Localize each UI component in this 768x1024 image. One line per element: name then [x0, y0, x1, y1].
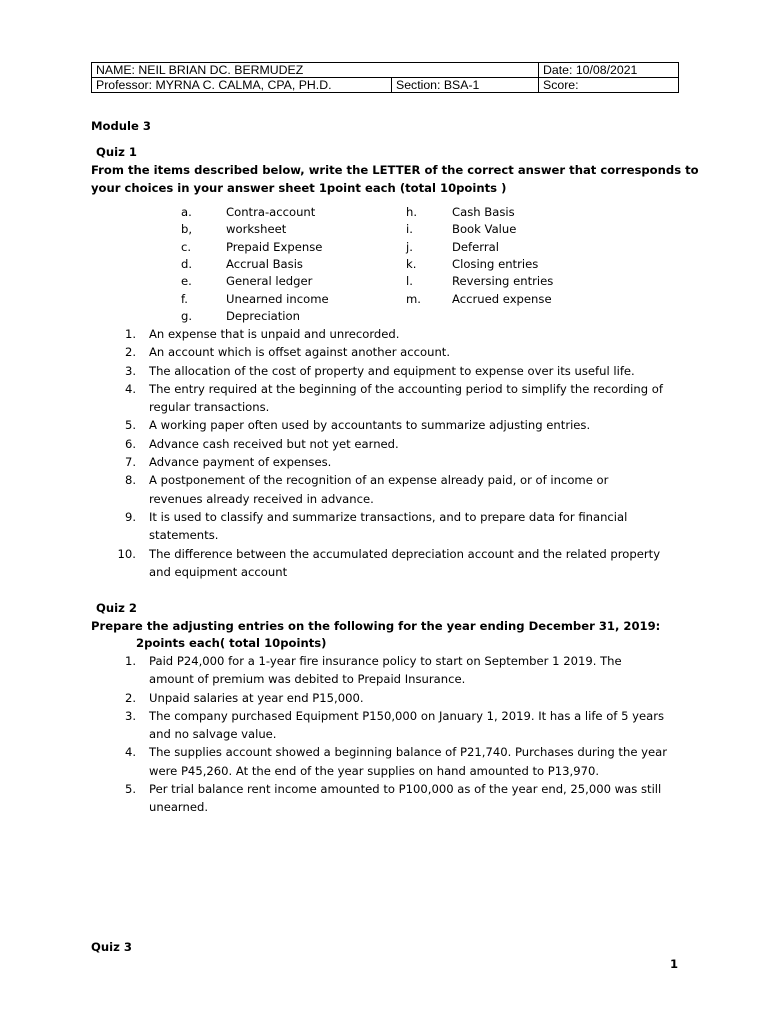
item-text: The difference between the accumulated depreciation account and the related property	[149, 546, 661, 561]
item-text: The entry required at the beginning of the accounting period to simplify the recording of	[149, 381, 663, 396]
item-number: 8.	[124, 473, 136, 488]
choice-text: Unearned income	[226, 291, 329, 306]
item-text: revenues already received in advance.	[149, 491, 374, 506]
quiz2-points: 2points each( total 10points)	[136, 636, 327, 650]
list-item	[104, 453, 663, 471]
item-text: Per trial balance rent income amounted to P100,000 as of the year end, 25,000 was still	[149, 782, 662, 797]
list-item	[104, 545, 663, 582]
choice-letter: e.	[181, 274, 192, 289]
item-text: statements.	[149, 528, 219, 543]
choice-letter: g.	[181, 308, 193, 323]
item-number: 6.	[124, 436, 136, 451]
choice-text: Contra-account	[226, 205, 316, 219]
page-number: 1	[670, 957, 679, 971]
choice-letter: j.	[406, 239, 413, 254]
list-item	[104, 780, 667, 817]
header-table	[91, 62, 679, 93]
choice-letter: f.	[181, 291, 188, 306]
list-item	[104, 380, 663, 417]
item-number: 2.	[124, 690, 136, 705]
list-item	[104, 362, 663, 380]
item-text: It is used to classify and summarize transactions, and to prepare data for financial	[149, 509, 628, 524]
choice-letter: m.	[406, 291, 421, 306]
item-number: 5.	[124, 418, 136, 433]
list-item	[104, 325, 663, 343]
quiz1-questions	[104, 325, 663, 581]
item-number: 3.	[124, 363, 136, 378]
list-item	[104, 416, 663, 434]
section-field: Section: BSA-1	[392, 78, 539, 93]
item-text: Paid P24,000 for a 1-year fire insurance policy to start on September 1 2019. The	[149, 654, 622, 668]
item-number: 5.	[124, 782, 136, 797]
choice-text: worksheet	[226, 222, 287, 237]
choice-text: Prepaid Expense	[226, 239, 323, 254]
item-text: unearned.	[149, 800, 209, 815]
module-title: Module 3	[91, 119, 151, 133]
choice-text: Closing entries	[452, 256, 539, 271]
date-field: Date: 10/08/2021	[539, 63, 679, 78]
choice-text: Deferral	[452, 239, 499, 254]
item-text: The allocation of the cost of property and equipment to expense over its useful life.	[149, 363, 635, 378]
list-item	[104, 652, 667, 689]
item-number: 7.	[124, 455, 136, 470]
quiz2-title: Quiz 2	[96, 601, 137, 615]
choice-letter: k.	[406, 256, 417, 271]
choice-text: Book Value	[452, 222, 517, 237]
item-text: were P45,260. At the end of the year supplies on hand amounted to P13,970.	[149, 763, 600, 778]
quiz1-instruction-line-2: your choices in your answer sheet 1point each (total 10points )	[91, 181, 507, 195]
list-item	[104, 743, 667, 780]
item-text: An account which is offset against another account.	[149, 345, 451, 360]
item-number: 1.	[124, 654, 136, 668]
choice-letter: i.	[406, 222, 413, 237]
professor-field: Professor: MYRNA C. CALMA, CPA, PH.D.	[92, 78, 392, 93]
list-item	[104, 343, 663, 361]
choice-text: Depreciation	[226, 308, 300, 323]
item-text: An expense that is unpaid and unrecorded.	[149, 327, 400, 341]
item-text: and no salvage value.	[149, 727, 277, 742]
choice-text: Accrual Basis	[226, 256, 303, 271]
list-item	[104, 707, 667, 744]
item-text: The supplies account showed a beginning balance of P21,740. Purchases during the year	[149, 745, 667, 760]
quiz1-title: Quiz 1	[96, 145, 137, 159]
choice-letter: b,	[181, 222, 193, 237]
choice-letter: l.	[406, 274, 413, 289]
choice-text: Cash Basis	[452, 205, 515, 219]
item-number: 4.	[124, 745, 136, 760]
list-item	[104, 435, 663, 453]
list-item	[104, 508, 663, 545]
list-item	[104, 689, 667, 707]
item-text: Unpaid salaries at year end P15,000.	[149, 690, 364, 705]
item-text: Advance cash received but not yet earned.	[149, 436, 399, 451]
item-text: and equipment account	[149, 564, 288, 579]
quiz3-title: Quiz 3	[91, 940, 132, 954]
item-text: regular transactions.	[149, 400, 270, 415]
item-number: 2.	[124, 345, 136, 360]
choice-letter: a.	[181, 205, 192, 219]
item-text: A postponement of the recognition of an expense already paid, or of income or	[149, 473, 609, 488]
list-item	[104, 471, 663, 508]
choice-text: General ledger	[226, 274, 313, 289]
score-field: Score:	[539, 78, 679, 93]
choice-letter: d.	[181, 256, 193, 271]
choice-letter: c.	[181, 239, 192, 254]
quiz2-instruction: Prepare the adjusting entries on the following for the year ending December 31, 2019:	[91, 619, 661, 633]
item-number: 3.	[124, 708, 136, 723]
quiz2-questions	[104, 652, 667, 817]
item-number: 9.	[124, 509, 136, 524]
quiz1-instruction-line-1: From the items described below, write the LETTER of the correct answer that corresponds to	[91, 163, 699, 177]
item-number: 10.	[117, 546, 136, 561]
student-name: NAME: NEIL BRIAN DC. BERMUDEZ	[92, 63, 539, 78]
choice-text: Accrued expense	[452, 291, 552, 306]
item-text: Advance payment of expenses.	[149, 455, 332, 470]
item-number: 1.	[124, 327, 136, 341]
choice-text: Reversing entries	[452, 274, 554, 289]
item-text: The company purchased Equipment P150,000 on January 1, 2019. It has a life of 5 years	[149, 708, 665, 723]
item-number: 4.	[124, 381, 136, 396]
choice-letter: h.	[406, 205, 418, 219]
item-text: amount of premium was debited to Prepaid Insurance.	[149, 672, 466, 687]
item-text: A working paper often used by accountants to summarize adjusting entries.	[149, 418, 591, 433]
